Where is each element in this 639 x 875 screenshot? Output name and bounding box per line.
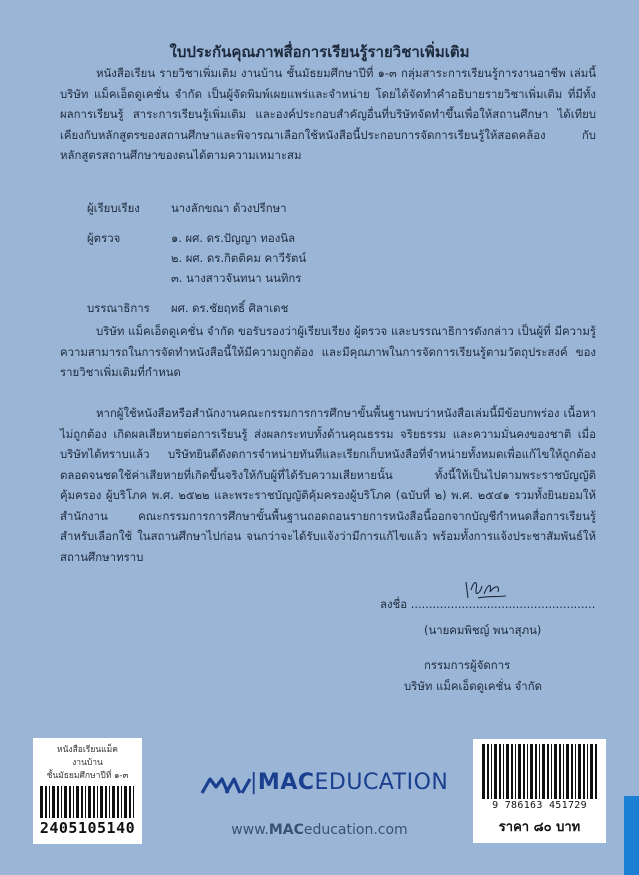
reviewer-2: ๒. ผศ. ดร.กิตติคม คาวีรัตน์ <box>171 251 307 265</box>
barcode-stripe <box>117 786 119 818</box>
barcode-stripe <box>554 744 557 799</box>
barcode-stripe <box>583 744 585 799</box>
barcode-stripe <box>52 786 55 818</box>
barcode-stripe <box>76 786 79 818</box>
product-code: 2405105140 <box>39 819 136 837</box>
barcode-stripe <box>559 744 561 799</box>
barcode-stripe <box>523 744 525 799</box>
signatory-position: กรรมการผู้จัดการ <box>424 658 511 672</box>
product-series: หนังสือเรียนแม็ค <box>57 745 118 755</box>
barcode-stripe <box>535 744 537 799</box>
barcode-stripe <box>518 744 521 799</box>
barcode-stripe <box>57 786 59 818</box>
barcode-stripe <box>494 744 497 799</box>
barcode-stripe <box>88 786 91 818</box>
reviewer-1: ๑. ผศ. ดร.ปัญญา ทองนิล <box>171 231 296 245</box>
price-tag: ราคา ๘๐ บาท <box>498 820 581 835</box>
barcode-stripe <box>100 786 103 818</box>
barcode-stripe <box>487 744 489 799</box>
barcode-stripe <box>45 786 47 818</box>
signatory-name: (นายคมพิชญ์ พนาสุภน) <box>424 623 542 637</box>
website-url[interactable]: www.MACeducation.com <box>231 822 408 838</box>
barcode-stripe <box>129 786 131 818</box>
barcode-stripe <box>133 786 134 818</box>
barcode-stripe <box>515 744 516 799</box>
barcode-stripe <box>64 786 67 818</box>
signature-line: ลงชื่อ ................................................... <box>380 597 596 611</box>
page-title: ใบประกันคุณภาพสื่อการเรียนรู้รายวิชาเพิ่มเติม <box>169 43 470 61</box>
barcode-stripe <box>578 744 581 799</box>
editor-name: ผศ. ดร.ชัยฤทธิ์ ศิลาเดช <box>171 301 289 315</box>
product-subject: งานบ้าน <box>72 758 103 768</box>
side-color-tab <box>624 796 639 875</box>
barcode-stripe <box>49 786 50 818</box>
barcode-stripe <box>499 744 501 799</box>
barcode-stripe <box>73 786 74 818</box>
barcode-stripe <box>542 744 545 799</box>
barcode-stripe <box>511 744 513 799</box>
barcode-stripe <box>93 786 95 818</box>
barcode-stripe <box>85 786 86 818</box>
barcode-stripe <box>503 744 504 799</box>
isbn-number: 9 786163 451729 <box>492 800 587 811</box>
barcode-stripe <box>571 744 573 799</box>
barcode-stripe <box>530 744 533 799</box>
writer-name: นางลักขณา ด้วงปรีกษา <box>171 201 287 215</box>
barcode-stripe <box>81 786 83 818</box>
barcode-stripe <box>491 744 492 799</box>
barcode-stripe <box>482 744 485 799</box>
barcode-stripe <box>506 744 509 799</box>
brand-wordmark: |MACEDUCATION <box>250 770 449 795</box>
barcode-stripe <box>539 744 540 799</box>
signatory-company: บริษัท แม็คเอ็ดดูเคชั่น จำกัด <box>404 679 543 693</box>
barcode-stripe <box>527 744 528 799</box>
barcode-stripe <box>97 786 98 818</box>
barcode-stripe <box>124 786 127 818</box>
barcode-stripe <box>40 786 43 818</box>
writer-label: ผู้เรียบเรียง <box>87 201 140 215</box>
barcode-stripe <box>587 744 588 799</box>
intro-paragraph: หนังสือเรียน รายวิชาเพิ่มเติม งานบ้าน ชั้นมัธยมศึกษาปีที่ ๑-๓ กลุ่มสาระการเรียนรู้การงานอาชีพ เล่มนี้ บริษัท แม็คเอ็ดดูเคชั่น จำกัด เป็นผู้จัดพิมพ์เผยแพร่และจำหน่าย โดยได้จัดทำคำอธิบายรายวิชาเพิ่มเติม ที่มีทั้งผลการเรียนรู้ สาระการเรียนรู้เพิ่มเติม และองค์ประกอบสำคัญอื่นที่บริษัทจัดทำขึ้นเพื่อให้สถานศึกษา ได้เทียบเคียงกับหลักสูตรของสถานศึกษาและพิจารณาเลือกใช้หนังสือนี้ประกอบการจัดการเรียนรู้ให้สอดคล้อง กับหลักสูตรสถานศึกษาของตนได้ตามความเหมาะสม <box>60 66 596 162</box>
product-grade: ชั้นมัธยมศึกษาปีที่ ๑-๓ <box>46 771 129 781</box>
barcode-stripe <box>566 744 569 799</box>
reviewer-3: ๓. นางสาวจันทนา นนทิกร <box>171 271 302 285</box>
guarantee-paragraph: บริษัท แม็คเอ็ดดูเคชั่น จำกัด ขอรับรองว่าผู้เรียบเรียง ผู้ตรวจ และบรรณาธิการดังกล่าว เป็นผู้ที่ มีความรู้ความสามารถในการจัดทำหนังสือนี้ให้มีความถูกต้อง และมีคุณภาพในการจัดการเรียนรู้ตามวัตถุประสงค์ ของรายวิชาเพิ่มเติมที่กำหนด <box>60 324 596 379</box>
barcode-stripe <box>547 744 549 799</box>
barcode-stripe <box>563 744 564 799</box>
product-barcode <box>39 786 136 818</box>
barcode-stripe <box>105 786 107 818</box>
barcode-stripe <box>109 786 110 818</box>
editor-label: บรรณาธิการ <box>87 301 150 315</box>
liability-paragraph: หากผู้ใช้หนังสือหรือสำนักงานคณะกรรมการการศึกษาขั้นพื้นฐานพบว่าหนังสือเล่มนี้มีข้อบกพร่อง เนื้อหา ไม่ถูกต้อง เกิดผลเสียหายต่อการเรียนรู้ ส่งผลกระทบทั้งด้านคุณธรรม จริยธรรม และความมั่นคงของชาติ เมื่อบริษัทได้ทราบแล้ว บริษัทยินดีดังดการจำหน่ายทันทีและเรียกเก็บหนังสือที่จำหน่ายทั้งหมดเพื่อแก้ไขให้ถูกต้อง ตลอดจนชดใช้ค่าเสียหายที่เกิดขึ้นจริงให้กับผู้ที่ได้รับความเสียหายนั้น ทั้งนี้ให้เป็นไปตามพระราชบัญญัติคุ้มครอง ผู้บริโภค พ.ศ. ๒๕๒๒ และพระราชบัญญัติคุ้มครองผู้บริโภค (ฉบับที่ ๒) พ.ศ. ๒๕๔๑ รวมทั้งยินยอมให้สำนักงาน คณะกรรมการการศึกษาขั้นพื้นฐานถอดถอนรายการหนังสือนี้ออกจากบัญชีกำหนดสื่อการเรียนรู้สำหรับเลือกใช้ ในสถานศึกษาไปก่อน จนกว่าจะได้รับแจ้งว่ามีการแก้ไขแล้ว พร้อมทั้งการแจ้งประชาสัมพันธ์ให้สถานศึกษาทราบ <box>60 406 597 564</box>
barcode-stripe <box>69 786 71 818</box>
barcode-stripe <box>595 744 597 799</box>
barcode-stripe <box>61 786 62 818</box>
barcode-stripe <box>590 744 593 799</box>
barcode-stripe <box>551 744 552 799</box>
barcode-stripe <box>121 786 122 818</box>
barcode-stripe <box>575 744 576 799</box>
reviewer-label: ผู้ตรวจ <box>87 231 121 245</box>
isbn-barcode <box>481 744 598 799</box>
barcode-stripe <box>112 786 115 818</box>
isbn-label <box>473 739 606 843</box>
